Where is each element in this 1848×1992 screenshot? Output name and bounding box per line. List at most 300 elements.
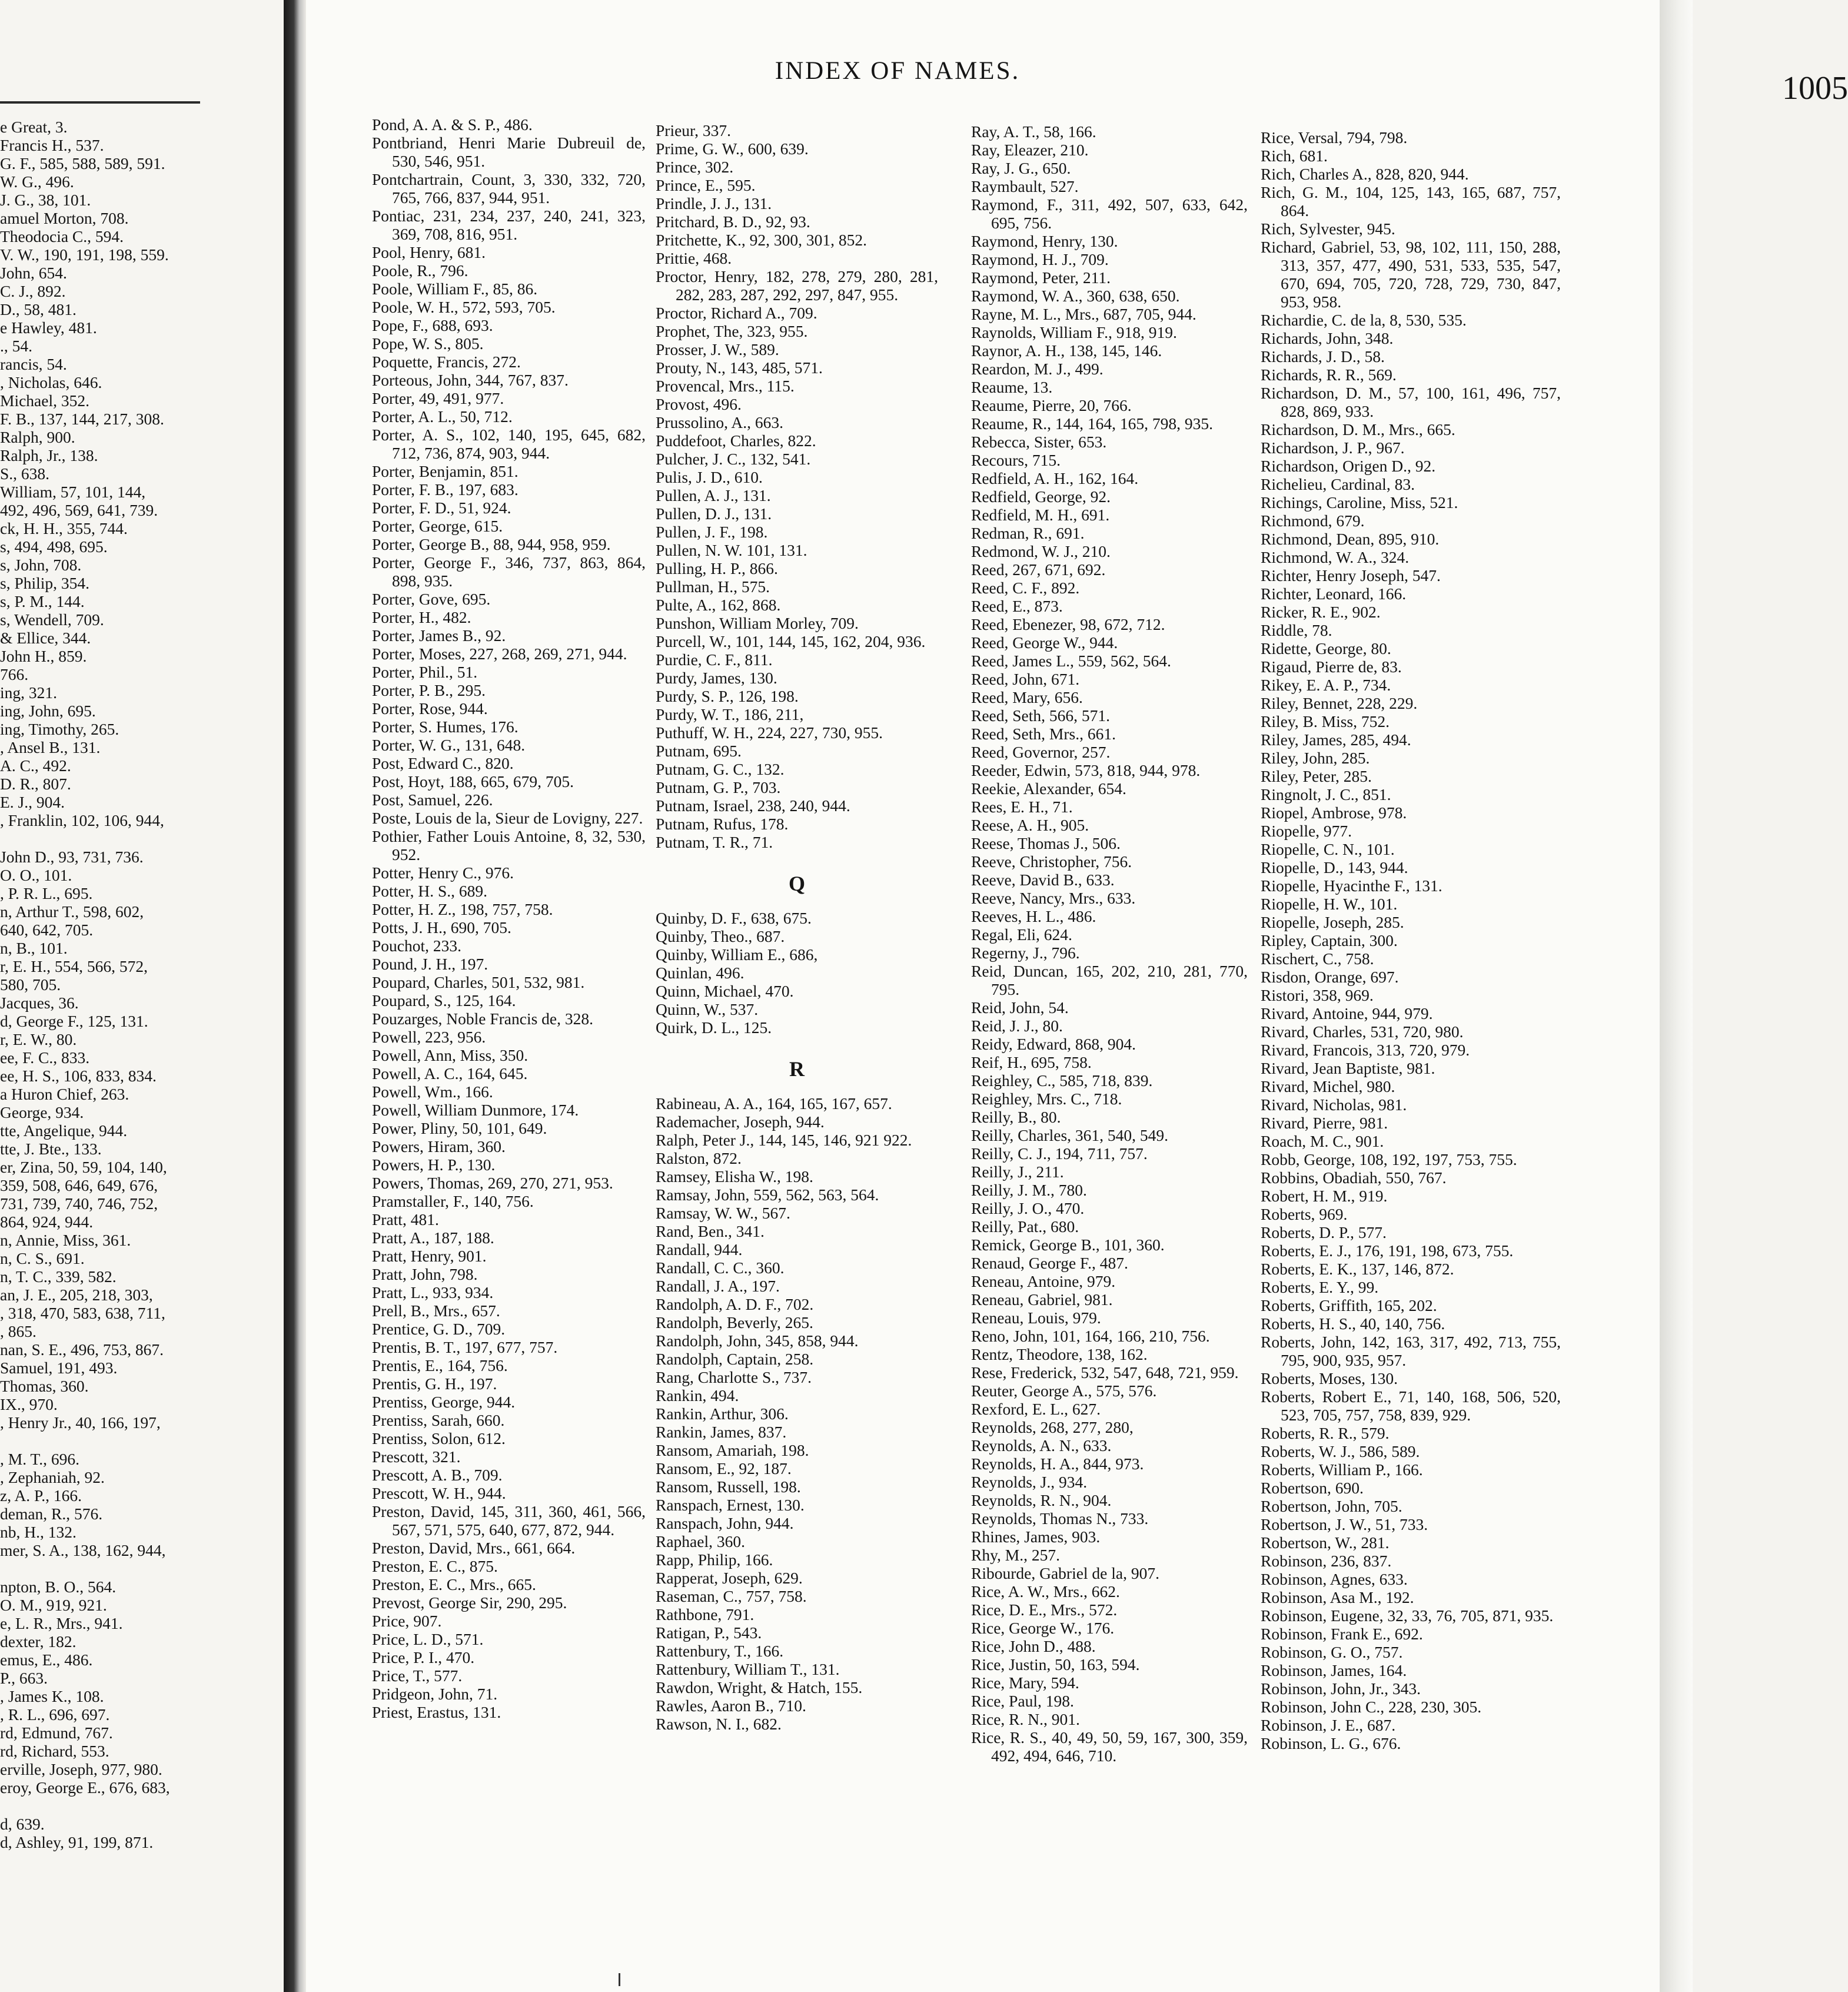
index-entry: O. O., 101. (0, 866, 72, 884)
index-entry: Rich, Charles A., 828, 820, 944. (1261, 165, 1469, 183)
index-entry: r, E. W., 80. (0, 1030, 77, 1048)
index-entry: eroy, George E., 676, 683, (0, 1778, 170, 1797)
index-entry: Raymbault, 527. (971, 177, 1079, 195)
index-entry: Ray, A. T., 58, 166. (971, 122, 1096, 141)
index-entry: n, Arthur T., 598, 602, (0, 902, 144, 921)
index-entry: Rawles, Aaron B., 710. (656, 1696, 806, 1715)
index-entry: Prince, 302. (656, 158, 734, 176)
index-entry: Roberts, H. S., 40, 140, 756. (1261, 1314, 1445, 1333)
index-entry: Reed, 267, 671, 692. (971, 560, 1106, 579)
index-entry: Pouzarges, Noble Francis de, 328. (372, 1010, 594, 1028)
index-entry: Roberts, Griffith, 165, 202. (1261, 1296, 1437, 1314)
index-entry: Recours, 715. (971, 451, 1061, 469)
index-entry: Richter, Leonard, 166. (1261, 585, 1407, 603)
index-entry: C. J., 892. (0, 282, 66, 300)
index-entry: Poquette, Francis, 272. (372, 353, 521, 371)
index-entry: Reynolds, H. A., 844, 973. (971, 1455, 1144, 1473)
index-entry: rd, Richard, 553. (0, 1742, 109, 1760)
index-entry: A. C., 492. (0, 756, 71, 775)
index-entry: Ransom, Amariah, 198. (656, 1441, 809, 1459)
index-entry: Quinlan, 496. (656, 964, 744, 982)
index-entry: Rese, Frederick, 532, 547, 648, 721, 959. (971, 1363, 1239, 1382)
index-entry: Reidy, Edward, 868, 904. (971, 1035, 1136, 1053)
index-entry: Rivard, Charles, 531, 720, 980. (1261, 1022, 1464, 1041)
index-entry: Rattenbury, William T., 131. (656, 1660, 840, 1678)
index-entry: Quinn, Michael, 470. (656, 982, 794, 1000)
index-entry: Price, P. I., 470. (372, 1648, 475, 1666)
index-entry: Riopelle, Joseph, 285. (1261, 913, 1404, 931)
index-entry: Purdy, S. P., 126, 198. (656, 687, 799, 705)
index-entry: Prescott, 321. (372, 1447, 461, 1466)
index-entry: Powers, Thomas, 269, 270, 271, 953. (372, 1174, 613, 1192)
index-entry: Prince, E., 595. (656, 176, 756, 194)
index-entry: Porter, George B., 88, 944, 958, 959. (372, 535, 611, 553)
index-entry: Raymond, H. J., 709. (971, 250, 1109, 268)
index-entry: , M. T., 696. (0, 1450, 79, 1468)
index-entry: Rapperat, Joseph, 629. (656, 1569, 803, 1587)
index-entry: Rice, A. W., Mrs., 662. (971, 1582, 1120, 1601)
index-entry: Riley, Bennet, 228, 229. (1261, 694, 1418, 712)
index-entry: Reed, Seth, 566, 571. (971, 706, 1111, 725)
index-entry: Richardson, D. M., 57, 100, 161, 496, 757, 828, 869, 933. (1261, 384, 1561, 420)
index-entry: Randall, J. A., 197. (656, 1277, 780, 1295)
index-entry: Reeve, Christopher, 756. (971, 852, 1132, 871)
index-entry: ., 54. (0, 337, 32, 355)
index-entry: Reighley, C., 585, 718, 839. (971, 1071, 1153, 1090)
index-entry: emus, E., 486. (0, 1651, 93, 1669)
index-entry: Porter, A. S., 102, 140, 195, 645, 682, 712, 736, 874, 903, 944. (372, 426, 646, 462)
index-entry: Purcell, W., 101, 144, 145, 162, 204, 936. (656, 632, 926, 650)
index-entry: Reekie, Alexander, 654. (971, 779, 1126, 798)
index-entry: Pulte, A., 162, 868. (656, 596, 781, 614)
index-entry: Regerny, J., 796. (971, 944, 1080, 962)
index-entry: S., 638. (0, 464, 50, 483)
index-entry: Ranspach, John, 944. (656, 1514, 794, 1532)
index-entry: Reynolds, A. N., 633. (971, 1436, 1112, 1455)
index-entry: Riddle, 78. (1261, 621, 1332, 639)
index-entry: Poole, William F., 85, 86. (372, 280, 538, 298)
index-entry: Rivard, Jean Baptiste, 981. (1261, 1059, 1435, 1077)
index-entry: Quinby, William E., 686, (656, 945, 818, 964)
index-entry: , Nicholas, 646. (0, 373, 102, 391)
index-entry: Potter, Henry C., 976. (372, 864, 514, 882)
index-entry: Preston, David, 145, 311, 360, 461, 566, 567, 571, 575, 640, 677, 872, 944. (372, 1502, 646, 1539)
index-entry: 580, 705. (0, 975, 61, 994)
index-entry: Rathbone, 791. (656, 1605, 755, 1624)
index-entry: Raymond, W. A., 360, 638, 650. (971, 287, 1180, 305)
index-entry: Pond, A. A. & S. P., 486. (372, 115, 533, 134)
index-entry: Reilly, J. O., 470. (971, 1199, 1085, 1217)
index-entry: Purdy, W. T., 186, 211, (656, 705, 804, 723)
index-entry: Reardon, M. J., 499. (971, 360, 1104, 378)
index-entry: Ransom, E., 92, 187. (656, 1459, 792, 1478)
index-entry: Prescott, W. H., 944. (372, 1484, 506, 1502)
index-entry: Preston, E. C., Mrs., 665. (372, 1575, 536, 1593)
index-entry: n, Annie, Miss, 361. (0, 1231, 131, 1249)
page-edge (1660, 0, 1693, 1992)
index-entry: D. R., 807. (0, 775, 71, 793)
index-entry: n, T. C., 339, 582. (0, 1267, 117, 1286)
index-entry: mer, S. A., 138, 162, 944, (0, 1541, 166, 1559)
index-entry: Powers, Hiram, 360. (372, 1137, 506, 1156)
index-entry: Pulling, H. P., 866. (656, 559, 778, 577)
index-entry: Robinson, Frank E., 692. (1261, 1625, 1423, 1643)
index-entry: Robinson, J. E., 687. (1261, 1716, 1396, 1734)
index-entry: Ray, J. G., 650. (971, 159, 1071, 177)
index-entry: Puthuff, W. H., 224, 227, 730, 955. (656, 723, 883, 742)
index-entry: nb, H., 132. (0, 1523, 77, 1541)
index-entry: Reif, H., 695, 758. (971, 1053, 1092, 1071)
index-entry: Prentiss, Sarah, 660. (372, 1411, 505, 1429)
index-entry: Powell, Ann, Miss, 350. (372, 1046, 529, 1064)
left-page-header-rule (0, 101, 200, 104)
index-entry: Reed, John, 671. (971, 670, 1080, 688)
index-entry: Reynolds, J., 934. (971, 1473, 1088, 1491)
index-entry: Reed, Seth, Mrs., 661. (971, 725, 1116, 743)
index-entry: Robb, George, 108, 192, 197, 753, 755. (1261, 1150, 1517, 1168)
index-entry: Powell, A. C., 164, 645. (372, 1064, 528, 1083)
index-entry: Putnam, G. C., 132. (656, 760, 785, 778)
index-entry: Robinson, L. G., 676. (1261, 1734, 1401, 1752)
index-entry: Richards, John, 348. (1261, 329, 1394, 347)
index-entry: Porter, George, 615. (372, 517, 503, 535)
index-entry: Ristori, 358, 969. (1261, 986, 1374, 1004)
left-page (0, 0, 284, 1992)
index-entry: Reynolds, R. N., 904. (971, 1491, 1112, 1509)
index-entry: Ratigan, P., 543. (656, 1624, 762, 1642)
index-entry: Redmond, W. J., 210. (971, 542, 1111, 560)
index-entry: Robinson, Eugene, 32, 33, 76, 705, 871, 935. (1261, 1606, 1554, 1625)
index-entry: Ransom, Russell, 198. (656, 1478, 801, 1496)
index-entry: Rademacher, Joseph, 944. (656, 1113, 825, 1131)
index-entry: Riopelle, D., 143, 944. (1261, 858, 1408, 877)
index-entry: Roberts, Robert E., 71, 140, 168, 506, 520, 523, 705, 757, 758, 839, 929. (1261, 1387, 1561, 1424)
index-entry: Rankin, James, 837. (656, 1423, 787, 1441)
index-entry: Prieur, 337. (656, 121, 731, 140)
index-entry: Poste, Louis de la, Sieur de Lovigny, 227. (372, 809, 643, 827)
index-entry: G. F., 585, 588, 589, 591. (0, 154, 165, 172)
index-entry: Reilly, B., 80. (971, 1108, 1061, 1126)
index-entry: Quinby, D. F., 638, 675. (656, 909, 812, 927)
index-entry: Richard, Gabriel, 53, 98, 102, 111, 150, 288, 313, 357, 477, 490, 531, 533, 535, 547, 670, 694, 705, 720, 728, 729, 730, 847, 953, 958. (1261, 238, 1561, 311)
index-entry: Randall, 944. (656, 1240, 743, 1259)
index-entry: Ridette, George, 80. (1261, 639, 1391, 658)
index-entry: Roberts, E. Y., 99. (1261, 1278, 1379, 1296)
index-entry: Purdie, C. F., 811. (656, 650, 773, 669)
index-entry: Rankin, 494. (656, 1386, 739, 1405)
index-entry: Rich, 681. (1261, 147, 1328, 165)
index-entry: 492, 496, 569, 641, 739. (0, 501, 158, 519)
index-entry: Potter, H. S., 689. (372, 882, 487, 900)
index-entry: Putnam, Israel, 238, 240, 944. (656, 796, 850, 815)
index-entry: Provencal, Mrs., 115. (656, 377, 795, 395)
index-entry: tte, Angelique, 944. (0, 1121, 128, 1140)
index-entry: e Hawley, 481. (0, 318, 97, 337)
index-entry: Pullen, A. J., 131. (656, 486, 771, 504)
index-entry: e Great, 3. (0, 118, 68, 136)
index-entry: , R. L., 696, 697. (0, 1705, 110, 1724)
index-entry: nan, S. E., 496, 753, 867. (0, 1340, 164, 1359)
index-entry: Roberts, R. R., 579. (1261, 1424, 1390, 1442)
index-entry: , Zephaniah, 92. (0, 1468, 105, 1486)
index-entry: Randolph, John, 345, 858, 944. (656, 1332, 859, 1350)
index-entry: Pontbriand, Henri Marie Dubreuil de, 530, 546, 951. (372, 134, 646, 170)
index-entry: Rand, Ben., 341. (656, 1222, 765, 1240)
index-entry: Reynolds, 268, 277, 280, (971, 1418, 1134, 1436)
index-entry: Puddefoot, Charles, 822. (656, 431, 816, 450)
index-entry: Richmond, Dean, 895, 910. (1261, 530, 1440, 548)
index-entry: Rice, John D., 488. (971, 1637, 1096, 1655)
index-entry: n, B., 101. (0, 939, 68, 957)
index-entry: Reilly, C. J., 194, 711, 757. (971, 1144, 1148, 1163)
index-entry: Regal, Eli, 624. (971, 925, 1072, 944)
right-page (306, 0, 1848, 1992)
index-entry: Roberts, E. K., 137, 146, 872. (1261, 1260, 1454, 1278)
index-entry: Porter, George F., 346, 737, 863, 864, 898, 935. (372, 553, 646, 590)
index-entry: Richmond, W. A., 324. (1261, 548, 1410, 566)
index-entry: Poole, R., 796. (372, 261, 468, 280)
index-entry: Proctor, Henry, 182, 278, 279, 280, 281, 282, 283, 287, 292, 297, 847, 955. (656, 267, 938, 304)
index-entry: 731, 739, 740, 746, 752, (0, 1194, 158, 1213)
index-entry: Reid, J. J., 80. (971, 1017, 1063, 1035)
index-entry: Roach, M. C., 901. (1261, 1132, 1384, 1150)
index-entry: Roberts, William P., 166. (1261, 1460, 1423, 1479)
book-gutter (284, 0, 306, 1992)
index-entry: Reilly, J., 211. (971, 1163, 1064, 1181)
index-entry: J. G., 38, 101. (0, 191, 91, 209)
index-entry: Richter, Henry Joseph, 547. (1261, 566, 1441, 585)
index-entry: npton, B. O., 564. (0, 1578, 117, 1596)
index-entry: Porter, Moses, 227, 268, 269, 271, 944. (372, 645, 627, 663)
index-entry: ing, 321. (0, 683, 58, 702)
index-entry: Reese, A. H., 905. (971, 816, 1089, 834)
index-entry: Robertson, 690. (1261, 1479, 1364, 1497)
index-entry: Reed, C. F., 892. (971, 579, 1080, 597)
index-entry: Pontiac, 231, 234, 237, 240, 241, 323, 369, 708, 816, 951. (372, 207, 646, 243)
index-entry: Rivard, Pierre, 981. (1261, 1114, 1388, 1132)
index-entry: Reilly, Pat., 680. (971, 1217, 1079, 1236)
index-entry: Pontchartrain, Count, 3, 330, 332, 720, 765, 766, 837, 944, 951. (372, 170, 646, 207)
index-entry: s, Philip, 354. (0, 574, 90, 592)
index-entry: Reid, John, 54. (971, 998, 1069, 1017)
index-entry: s, Wendell, 709. (0, 610, 104, 629)
index-entry: Robinson, Asa M., 192. (1261, 1588, 1414, 1606)
index-entry: Rich, Sylvester, 945. (1261, 220, 1395, 238)
index-entry: F. B., 137, 144, 217, 308. (0, 410, 164, 428)
index-entry: Preston, David, Mrs., 661, 664. (372, 1539, 576, 1557)
index-entry: er, Zina, 50, 59, 104, 140, (0, 1158, 167, 1176)
index-entry: Riopelle, Hyacinthe F., 131. (1261, 877, 1442, 895)
index-entry: Porteous, John, 344, 767, 837. (372, 371, 569, 389)
index-entry: V. W., 190, 191, 198, 559. (0, 245, 169, 264)
index-entry: Ramsey, Elisha W., 198. (656, 1167, 813, 1186)
index-entry: Reno, John, 101, 164, 166, 210, 756. (971, 1327, 1210, 1345)
index-entry: Rabineau, A. A., 164, 165, 167, 657. (656, 1094, 892, 1113)
index-entry: z, A. P., 166. (0, 1486, 82, 1505)
section-heading-q: Q (788, 872, 805, 895)
index-entry: Porter, Gove, 695. (372, 590, 491, 608)
index-entry: Rivard, Francois, 313, 720, 979. (1261, 1041, 1470, 1059)
index-entry: , James K., 108. (0, 1687, 104, 1705)
index-entry: Ralston, 872. (656, 1149, 742, 1167)
index-entry: Redfield, A. H., 162, 164. (971, 469, 1139, 487)
index-entry: Pulcher, J. C., 132, 541. (656, 450, 811, 468)
index-entry: Poole, W. H., 572, 593, 705. (372, 298, 556, 316)
index-entry: E. J., 904. (0, 793, 65, 811)
index-entry: Riopelle, 977. (1261, 822, 1352, 840)
index-entry: Quinby, Theo., 687. (656, 927, 785, 945)
index-entry: Price, 907. (372, 1612, 442, 1630)
index-entry: Provost, 496. (656, 395, 742, 413)
index-entry: Putnam, T. R., 71. (656, 833, 773, 851)
index-entry: Potts, J. H., 690, 705. (372, 918, 511, 937)
index-entry: Prime, G. W., 600, 639. (656, 140, 809, 158)
index-entry: , 865. (0, 1322, 36, 1340)
index-entry: Pratt, L., 933, 934. (372, 1283, 494, 1302)
index-column-2-p-entries (656, 121, 938, 851)
index-entry: Putnam, G. P., 703. (656, 778, 781, 796)
index-entry: r, E. H., 554, 566, 572, (0, 957, 148, 975)
index-entry: Raseman, C., 757, 758. (656, 1587, 807, 1605)
index-entry: d, Ashley, 91, 199, 871. (0, 1833, 154, 1851)
index-entry: Prevost, George Sir, 290, 295. (372, 1593, 567, 1612)
index-entry: Richings, Caroline, Miss, 521. (1261, 493, 1458, 512)
index-entry: s, John, 708. (0, 556, 82, 574)
index-entry: , 318, 470, 583, 638, 711, (0, 1304, 165, 1322)
index-entry: Porter, P. B., 295. (372, 681, 486, 699)
index-entry: Pullen, N. W. 101, 131. (656, 541, 807, 559)
index-entry: Thomas, 360. (0, 1377, 89, 1395)
index-entry: Redman, R., 691. (971, 524, 1085, 542)
index-entry: Pouchot, 233. (372, 937, 462, 955)
index-entry: Prentis, B. T., 197, 677, 757. (372, 1338, 558, 1356)
index-entry: Rang, Charlotte S., 737. (656, 1368, 812, 1386)
index-entry: Richardson, J. P., 967. (1261, 439, 1405, 457)
index-entry: Robinson, John C., 228, 230, 305. (1261, 1698, 1482, 1716)
index-entry: Pound, J. H., 197. (372, 955, 488, 973)
footer-mark (619, 1973, 620, 1986)
index-entry: Pulis, J. D., 610. (656, 468, 763, 486)
index-entry: IX., 970. (0, 1395, 58, 1413)
index-entry: Prittie, 468. (656, 249, 732, 267)
index-entry: tte, J. Bte., 133. (0, 1140, 102, 1158)
index-entry: Richards, R. R., 569. (1261, 366, 1397, 384)
index-entry: Riopelle, C. N., 101. (1261, 840, 1395, 858)
index-entry: Redfield, George, 92. (971, 487, 1111, 506)
index-entry: Raymond, Peter, 211. (971, 268, 1111, 287)
index-entry: Roberts, D. P., 577. (1261, 1223, 1387, 1241)
index-entry: Rees, E. H., 71. (971, 798, 1073, 816)
index-entry: Reid, Duncan, 165, 202, 210, 281, 770, 795. (971, 962, 1248, 998)
index-entry: Rice, D. E., Mrs., 572. (971, 1601, 1118, 1619)
index-entry: an, J. E., 205, 218, 303, (0, 1286, 153, 1304)
index-entry: Porter, Phil., 51. (372, 663, 478, 681)
index-entry: Reuter, George A., 575, 576. (971, 1382, 1157, 1400)
index-entry: Robertson, John, 705. (1261, 1497, 1402, 1515)
index-entry: Roberts, Moses, 130. (1261, 1369, 1398, 1387)
index-entry: Pramstaller, F., 140, 756. (372, 1192, 534, 1210)
index-entry: Roberts, 969. (1261, 1205, 1348, 1223)
index-entry: ck, H. H., 355, 744. (0, 519, 128, 537)
index-entry: Roberts, W. J., 586, 589. (1261, 1442, 1420, 1460)
index-entry: John D., 93, 731, 736. (0, 848, 144, 866)
index-entry: Pullen, D. J., 131. (656, 504, 772, 523)
index-entry: Rhy, M., 257. (971, 1546, 1061, 1564)
index-entry: Porter, 49, 491, 977. (372, 389, 504, 407)
index-entry: Post, Hoyt, 188, 665, 679, 705. (372, 772, 574, 791)
index-entry: Richardson, D. M., Mrs., 665. (1261, 420, 1455, 439)
index-entry: Reynolds, Thomas N., 733. (971, 1509, 1149, 1528)
index-entry: & Ellice, 344. (0, 629, 91, 647)
index-entry: Rentz, Theodore, 138, 162. (971, 1345, 1148, 1363)
index-entry: Powers, H. P., 130. (372, 1156, 496, 1174)
index-entry: Purdy, James, 130. (656, 669, 777, 687)
index-entry: Reese, Thomas J., 506. (971, 834, 1121, 852)
index-entry: O. M., 919, 921. (0, 1596, 107, 1614)
index-entry: Ray, Eleazer, 210. (971, 141, 1089, 159)
index-entry: Rich, G. M., 104, 125, 143, 165, 687, 757, 864. (1261, 183, 1561, 220)
page-title: INDEX OF NAMES. (775, 57, 1021, 85)
index-entry (0, 829, 277, 848)
index-entry: Post, Edward C., 820. (372, 754, 514, 772)
index-entry: Powell, Wm., 166. (372, 1083, 493, 1101)
index-entry: Raynor, A. H., 138, 145, 146. (971, 341, 1162, 360)
index-entry: Rayne, M. L., Mrs., 687, 705, 944. (971, 305, 1196, 323)
index-entry: Robinson, 236, 837. (1261, 1552, 1392, 1570)
index-entry: Reaume, R., 144, 164, 165, 798, 935. (971, 414, 1213, 433)
index-entry: 864, 924, 944. (0, 1213, 94, 1231)
index-entry: Pope, W. S., 805. (372, 334, 484, 353)
index-entry: ing, John, 695. (0, 702, 96, 720)
page-number: 1005 (1782, 70, 1848, 107)
index-entry: e, L. R., Mrs., 941. (0, 1614, 123, 1632)
index-entry: Prescott, A. B., 709. (372, 1466, 503, 1484)
index-entry: Renaud, George F., 487. (971, 1254, 1128, 1272)
index-entry: Riley, John, 285. (1261, 749, 1370, 767)
index-entry: Riley, James, 285, 494. (1261, 731, 1411, 749)
index-entry: Rischert, C., 758. (1261, 949, 1374, 968)
index-entry: Pratt, John, 798. (372, 1265, 478, 1283)
index-column-2 (656, 121, 938, 1733)
index-entry: Rexford, E. L., 627. (971, 1400, 1101, 1418)
index-entry: Rice, Mary, 594. (971, 1674, 1079, 1692)
index-entry: Reed, Mary, 656. (971, 688, 1083, 706)
index-entry: n, C. S., 691. (0, 1249, 85, 1267)
index-entry: Redfield, M. H., 691. (971, 506, 1110, 524)
left-page-index-column (0, 118, 277, 1851)
index-entry: Price, T., 577. (372, 1666, 463, 1685)
index-entry: Rivard, Antoine, 944, 979. (1261, 1004, 1433, 1022)
index-entry: Reeves, H. L., 486. (971, 907, 1096, 925)
index-entry: Punshon, William Morley, 709. (656, 614, 859, 632)
index-entry: Pritchette, K., 92, 300, 301, 852. (656, 231, 867, 249)
index-entry: Randolph, Captain, 258. (656, 1350, 814, 1368)
index-entry: Rawson, N. I., 682. (656, 1715, 782, 1733)
index-entry: George, 934. (0, 1103, 84, 1121)
index-entry: Pratt, A., 187, 188. (372, 1229, 494, 1247)
index-entry: Reed, E., 873. (971, 597, 1063, 615)
index-entry: Reilly, J. M., 780. (971, 1181, 1087, 1199)
index-entry: W. G., 496. (0, 172, 74, 191)
index-entry: Rivard, Michel, 980. (1261, 1077, 1395, 1095)
index-entry: Porter, W. G., 131, 648. (372, 736, 526, 754)
section-heading-r: R (789, 1057, 805, 1081)
index-entry: s, P. M., 144. (0, 592, 85, 610)
index-entry: Ramsay, W. W., 567. (656, 1204, 790, 1222)
index-entry: P., 663. (0, 1669, 48, 1687)
index-entry: 640, 642, 705. (0, 921, 94, 939)
index-entry: Rawdon, Wright, & Hatch, 155. (656, 1678, 863, 1696)
